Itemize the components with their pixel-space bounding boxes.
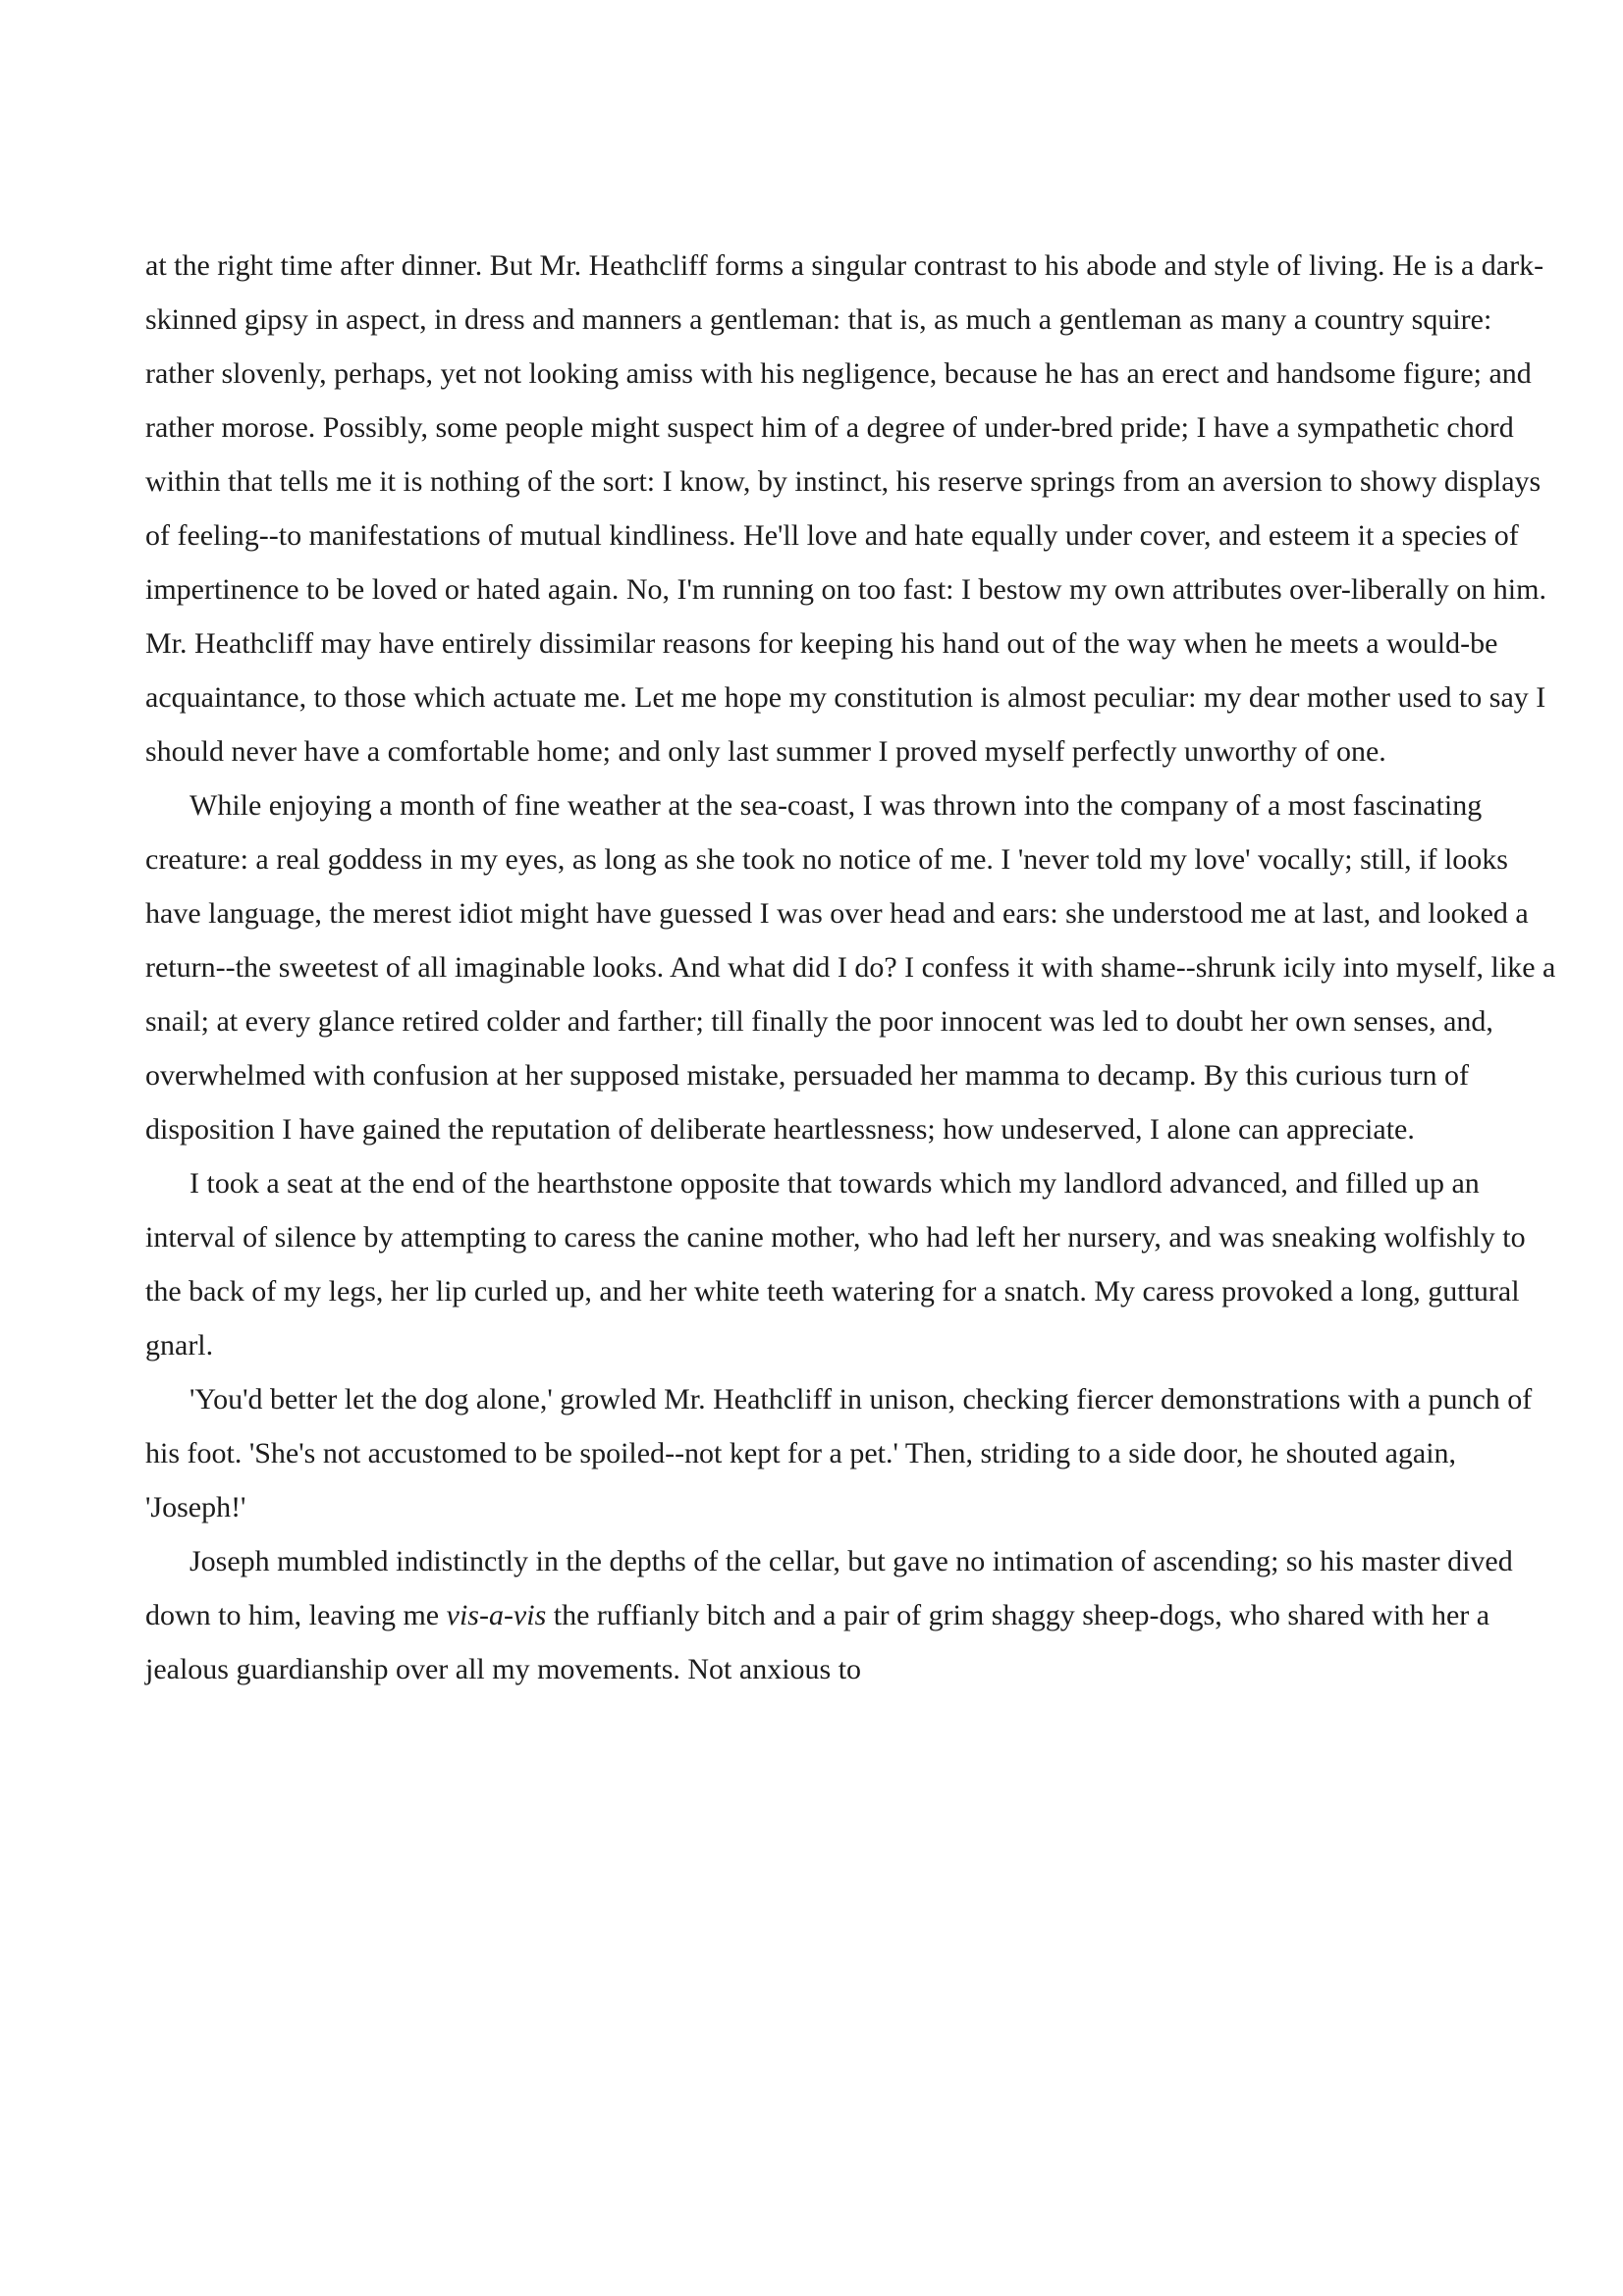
document-text-block	[145, 239, 1557, 1696]
text-run: at the right time after dinner. But Mr. Heathcliff forms a singular contrast to his abode and style of living. He is a dark-skinned gipsy in aspect, in dress and manners a gentleman: that is, as much a gentleman as many a country squire: rather slovenly, perhaps, yet not looking amiss with his negligence, because he has an erect and handsome figure; and rather morose. Possibly, some people might suspect him of a degree of under-bred pride; I have a sympathetic chord within that tells me it is nothing of the sort: I know, by instinct, his reserve springs from an aversion to showy displays of feeling--to manifestations of mutual kindliness. He'll love and hate equally under cover, and esteem it a species of impertinence to be loved or hated again. No, I'm running on too fast: I bestow my own attributes over-liberally on him. Mr. Heathcliff may have entirely dissimilar reasons for keeping his hand out of the way when he meets a would-be acquaintance, to those which actuate me. Let me hope my constitution is almost peculiar: my dear mother used to say I should never have a comfortable home; and only last summer I proved myself perfectly unworthy of one.	[145, 249, 1546, 768]
text-run: the ruffianly bitch and a pair of grim shaggy sheep-dogs, who shared with her a jealous guardianship over all my movements. Not anxious to	[145, 1599, 1490, 1685]
text-run: 'You'd better let the dog alone,' growled Mr. Heathcliff in unison, checking fiercer demonstrations with a punch of his foot. 'She's not accustomed to be spoiled--not kept for a pet.' Then, striding to a side door, he shouted again, 'Joseph!'	[145, 1383, 1533, 1523]
text-run: While enjoying a month of fine weather at the sea-coast, I was thrown into the company of a most fascinating creature: a real goddess in my eyes, as long as she took no notice of me. I 'never told my love' vocally; still, if looks have language, the merest idiot might have guessed I was over head and ears: she understood me at last, and looked a return--the sweetest of all imaginable looks. And what did I do? I confess it with shame--shrunk icily into myself, like a snail; at every glance retired colder and farther; till finally the poor innocent was led to doubt her own senses, and, overwhelmed with confusion at her supposed mistake, persuaded her mamma to decamp. By this curious turn of disposition I have gained the reputation of deliberate heartlessness; how undeserved, I alone can appreciate.	[145, 789, 1556, 1146]
paragraph	[145, 239, 1557, 778]
paragraph	[145, 778, 1557, 1156]
text-run: I took a seat at the end of the hearthstone opposite that towards which my landlord advanced, and filled up an interval of silence by attempting to caress the canine mother, who had left her nursery, and was sneaking wolfishly to the back of my legs, her lip curled up, and her white teeth watering for a snatch. My caress provoked a long, guttural gnarl.	[145, 1167, 1526, 1362]
paragraph	[145, 1156, 1557, 1372]
text-run: Joseph mumbled indistinctly in the depths of the cellar, but gave no intimation of ascending; so his master dived down to him, leaving me	[145, 1545, 1513, 1631]
paragraph	[145, 1534, 1557, 1696]
paragraph	[145, 1372, 1557, 1534]
italic-text-run: vis-a-vis	[446, 1599, 547, 1631]
